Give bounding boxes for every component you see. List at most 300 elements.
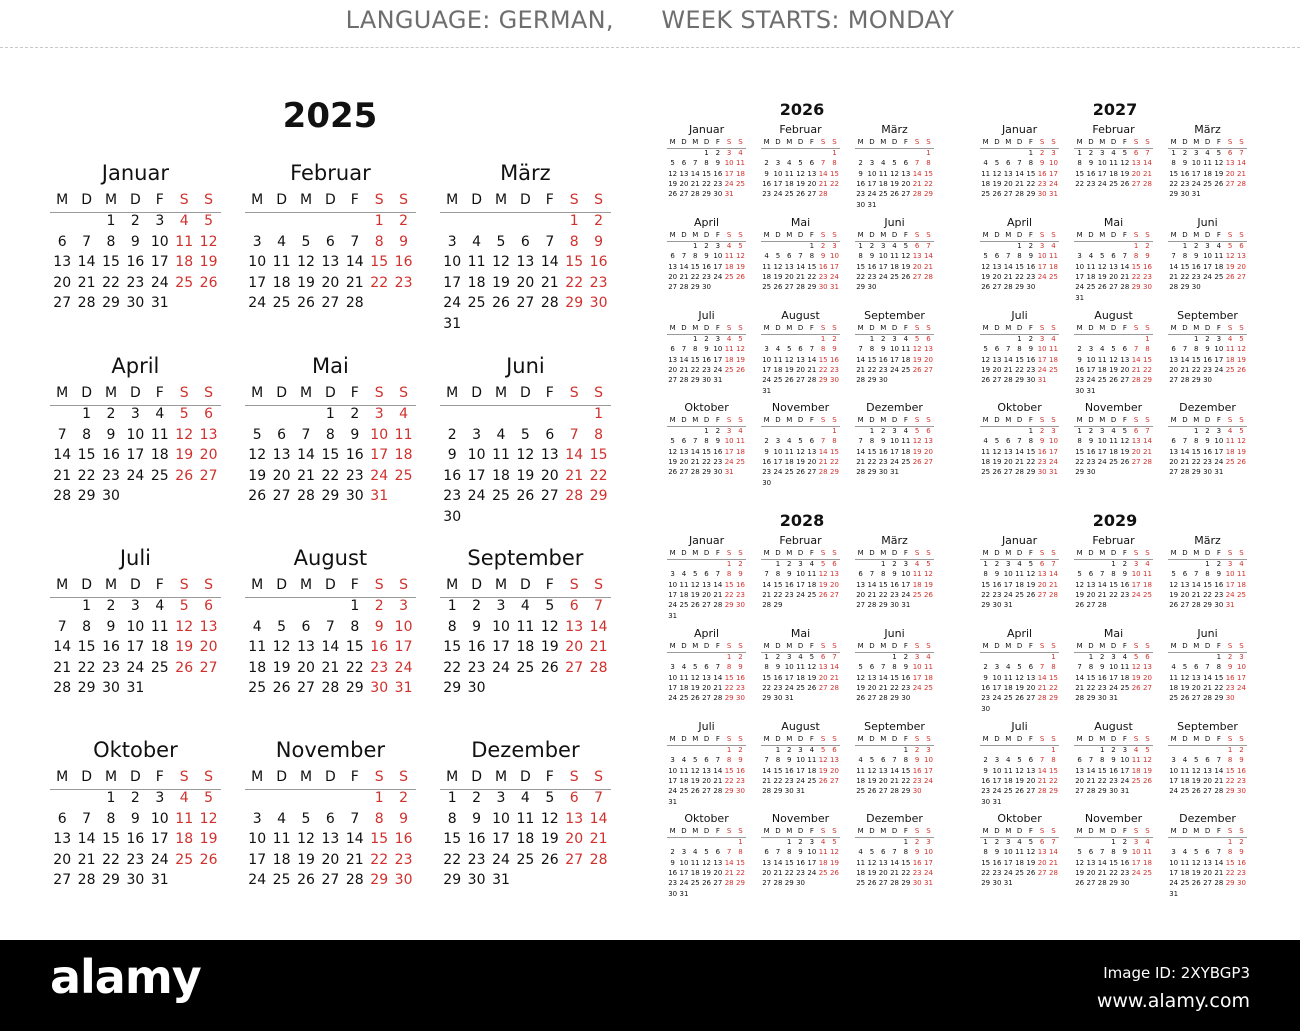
day-cell: 26	[867, 879, 877, 888]
day-cell: 10	[1120, 756, 1130, 765]
day-cell: 23	[829, 365, 839, 374]
day-cell: 29	[762, 694, 772, 703]
weekday-label: M	[786, 642, 793, 650]
weekday-header	[667, 826, 746, 836]
week-row	[1074, 590, 1153, 600]
day-cell: 5	[1239, 427, 1244, 435]
weekday-label: D	[519, 577, 531, 593]
week-row	[761, 766, 840, 776]
week-row	[245, 211, 416, 232]
day-cell: 15	[829, 169, 839, 178]
day-cell: 16	[796, 858, 805, 867]
day-cell: 19	[668, 179, 678, 188]
week-row	[761, 148, 840, 158]
day-cell: 27	[679, 190, 689, 199]
day-cell: 5	[787, 345, 792, 354]
day-cell: 19	[690, 590, 700, 599]
weekday-label: M	[1193, 642, 1200, 650]
weekday-label: S	[1227, 827, 1233, 835]
day-cell: 31	[1003, 879, 1013, 888]
day-cell: 28	[565, 488, 584, 504]
weekday-label: S	[914, 416, 920, 424]
weekday-label: M	[786, 231, 793, 239]
week-row	[855, 447, 934, 457]
day-cell: 3	[903, 560, 909, 568]
day-cell: 20	[1236, 262, 1246, 271]
day-cell: 6	[704, 663, 709, 672]
weekday-label: D	[994, 231, 1000, 239]
day-cell: 28	[829, 683, 839, 692]
day-cell: 16	[1120, 858, 1130, 867]
day-cell: 16	[713, 447, 723, 456]
day-cell: 22	[1026, 457, 1036, 466]
weekday-label: F	[903, 324, 908, 332]
month-name: Oktober	[684, 812, 729, 825]
day-cell: 1	[693, 242, 698, 250]
day-cell: 21	[1048, 580, 1058, 589]
day-cell: 29	[901, 879, 911, 888]
day-cell: 12	[702, 858, 711, 867]
weekday-label: M	[786, 549, 793, 557]
day-cell: 21	[713, 683, 723, 692]
day-cell: 21	[724, 868, 734, 877]
day-cell: 20	[540, 467, 559, 484]
weekday-header	[50, 383, 221, 404]
day-cell: 5	[914, 335, 920, 343]
day-cell: 19	[175, 447, 194, 463]
day-cell: 2	[869, 242, 875, 250]
weekday-label: S	[1039, 416, 1045, 424]
day-cell: 14	[890, 858, 899, 867]
day-cell: 13	[565, 618, 584, 635]
week-row	[980, 467, 1059, 477]
weekday-label: D	[519, 385, 531, 401]
weekday-label: S	[204, 577, 214, 593]
day-cell: 23	[1026, 365, 1036, 374]
day-cell: 2	[670, 848, 675, 857]
day-cell: 11	[796, 663, 805, 672]
day-cell: 25	[1097, 376, 1107, 385]
weekday-label: S	[1145, 827, 1150, 835]
day-cell: 18	[467, 274, 486, 291]
day-cell: 18	[1214, 262, 1224, 271]
day-cell: 16	[1120, 580, 1130, 589]
day-cell: 12	[540, 618, 559, 635]
day-cell: 23	[702, 272, 711, 281]
day-cell: 6	[204, 406, 214, 422]
day-cell: 28	[53, 488, 72, 504]
weekday-label: M	[1193, 549, 1200, 557]
day-cell: 24	[1225, 590, 1235, 599]
weekday-label: F	[1028, 231, 1033, 239]
day-cell: 24	[150, 274, 169, 291]
weekday-label: S	[399, 769, 409, 785]
day-cell: 29	[856, 283, 866, 292]
weekday-label: M	[669, 735, 676, 743]
day-cell: 2	[399, 213, 409, 229]
day-cell: 3	[1077, 252, 1082, 261]
day-cell: 30	[1203, 468, 1212, 477]
day-cell: 1	[983, 560, 988, 568]
weekday-label: M	[1076, 138, 1083, 146]
weekday-label: D	[703, 735, 710, 743]
weekday-header	[855, 415, 934, 425]
day-cell: 15	[807, 262, 817, 271]
day-cell: 24	[867, 190, 877, 199]
day-cell: 18	[901, 355, 911, 364]
day-cell: 14	[1037, 766, 1047, 775]
day-cell: 8	[374, 233, 384, 250]
day-cell: 21	[679, 365, 689, 374]
weekday-label: F	[1028, 735, 1033, 743]
day-cell: 5	[1171, 570, 1176, 579]
day-cell: 18	[272, 851, 291, 868]
day-cell: 21	[912, 179, 922, 188]
day-cell: 6	[832, 560, 837, 568]
day-cell: 16	[762, 457, 772, 466]
weekday-label: F	[903, 735, 908, 743]
weekday-label: D	[797, 827, 804, 835]
day-cell: 27	[702, 601, 711, 610]
day-cell: 22	[784, 868, 794, 877]
day-cell: 26	[912, 457, 922, 466]
day-cell: 3	[1006, 560, 1011, 568]
week-row	[855, 858, 934, 868]
day-cell: 20	[878, 868, 888, 877]
week-row	[980, 282, 1059, 292]
day-cell: 22	[1048, 776, 1058, 785]
weekday-label: D	[1088, 549, 1094, 557]
day-cell: 29	[981, 601, 991, 610]
weekday-label: M	[982, 735, 989, 743]
day-cell: 4	[1205, 149, 1210, 157]
day-cell: 7	[892, 848, 897, 857]
day-cell: 2	[1100, 653, 1105, 661]
day-cell: 29	[724, 694, 734, 703]
weekday-label: M	[1005, 735, 1012, 743]
day-cell: 27	[297, 680, 315, 696]
day-cell: 5	[1077, 570, 1082, 579]
day-cell: 14	[690, 447, 700, 456]
day-cell: 3	[1239, 653, 1244, 661]
day-cell: 4	[1088, 252, 1094, 261]
day-cell: 14	[867, 580, 877, 589]
day-cell: 8	[1227, 756, 1233, 765]
day-cell: 8	[892, 663, 897, 672]
weekday-label: S	[1051, 231, 1056, 239]
weekday-label: S	[738, 138, 743, 146]
week-row	[1074, 569, 1153, 579]
day-cell: 26	[540, 659, 559, 676]
alamy-logo: alamy	[50, 950, 201, 1004]
day-cell: 27	[762, 879, 772, 888]
week-row	[667, 673, 746, 683]
weekday-label: D	[703, 549, 710, 557]
weekday-label: S	[1239, 735, 1244, 743]
day-cell: 12	[1075, 580, 1085, 589]
weekday-header	[1074, 641, 1153, 651]
week-row	[1074, 755, 1153, 765]
weekday-label: D	[129, 192, 141, 208]
day-cell: 28	[1236, 179, 1246, 188]
day-cell: 8	[693, 345, 698, 354]
weekday-label: S	[832, 138, 837, 146]
day-cell: 10	[1236, 663, 1246, 672]
week-row	[761, 683, 840, 693]
day-cell: 13	[713, 858, 723, 867]
day-cell: 2	[903, 653, 909, 661]
day-cell: 15	[762, 673, 772, 682]
day-cell: 6	[569, 790, 579, 806]
day-cell: 19	[912, 447, 922, 456]
day-cell: 13	[679, 447, 689, 456]
month-name: Oktober	[684, 401, 729, 414]
day-cell: 2	[447, 426, 457, 443]
weekday-label: M	[1193, 735, 1200, 743]
week-row	[667, 837, 746, 847]
day-cell: 2	[914, 838, 920, 846]
day-cell: 16	[1097, 673, 1107, 682]
day-cell: 19	[492, 274, 510, 291]
day-cell: 28	[1037, 787, 1047, 796]
day-cell: 15	[724, 673, 734, 682]
day-cell: 7	[820, 437, 826, 446]
weekday-label: S	[832, 416, 837, 424]
day-cell: 5	[704, 848, 709, 857]
day-cell: 14	[856, 447, 866, 456]
day-cell: 25	[467, 295, 486, 311]
weekday-label: D	[129, 769, 141, 785]
day-cell: 25	[1214, 272, 1224, 281]
day-cell: 23	[1026, 272, 1036, 281]
day-cell: 16	[467, 831, 486, 847]
weekday-label: D	[276, 577, 287, 593]
day-cell: 10	[878, 252, 888, 261]
weekday-label: S	[1039, 231, 1045, 239]
day-cell: 17	[912, 673, 922, 682]
weekday-label: D	[276, 385, 287, 401]
weekday-label: F	[1122, 138, 1127, 146]
day-cell: 2	[858, 159, 863, 168]
weekday-label: S	[1145, 324, 1150, 332]
day-cell: 21	[713, 776, 723, 785]
weekday-label: S	[832, 231, 837, 239]
day-cell: 23	[589, 274, 608, 291]
day-cell: 17	[668, 683, 678, 692]
week-row	[667, 272, 746, 282]
day-cell: 3	[809, 838, 815, 846]
day-cell: 12	[1026, 570, 1036, 579]
weekday-label: S	[1133, 138, 1139, 146]
month-name: Januar	[688, 534, 725, 547]
day-cell: 11	[1003, 673, 1013, 682]
week-row	[440, 678, 611, 699]
week-row	[855, 375, 934, 385]
day-cell: 4	[1227, 427, 1233, 435]
weekday-label: F	[1122, 324, 1127, 332]
day-cell: 22	[1180, 272, 1190, 281]
day-cell: 22	[565, 274, 584, 291]
day-cell: 12	[690, 673, 700, 682]
day-cell: 6	[1133, 149, 1139, 157]
weekday-label: D	[1110, 324, 1117, 332]
weekday-label: M	[763, 735, 770, 743]
day-cell: 8	[1051, 756, 1056, 765]
day-cell: 26	[1120, 457, 1130, 466]
day-cell: 23	[784, 776, 794, 785]
day-cell: 23	[702, 365, 711, 374]
day-cell: 26	[1026, 590, 1036, 599]
day-cell: 14	[1048, 570, 1058, 579]
weekday-label: F	[715, 735, 720, 743]
day-cell: 6	[1039, 560, 1045, 568]
day-cell: 17	[901, 580, 911, 589]
day-cell: 9	[983, 766, 988, 775]
day-cell: 24	[370, 467, 389, 484]
weekday-header	[980, 230, 1059, 240]
day-cell: 5	[1017, 756, 1022, 765]
day-cell: 22	[724, 776, 734, 785]
day-cell: 27	[199, 659, 218, 676]
day-cell: 6	[1088, 848, 1094, 857]
weekday-label: D	[1110, 735, 1117, 743]
day-cell: 22	[1109, 590, 1118, 599]
weekday-label: F	[1122, 642, 1127, 650]
day-cell: 31	[668, 797, 678, 806]
day-cell: 22	[829, 457, 839, 466]
day-cell: 25	[735, 457, 745, 466]
day-cell: 2	[1205, 427, 1210, 435]
day-cell: 15	[1203, 580, 1212, 589]
day-cell: 29	[1015, 283, 1024, 292]
weekday-label: S	[1227, 324, 1233, 332]
weekday-label: D	[1110, 827, 1117, 835]
day-cell: 16	[345, 447, 364, 463]
day-cell: 26	[784, 376, 794, 385]
day-cell: 16	[102, 447, 120, 463]
day-cell: 10	[248, 831, 267, 847]
weekday-header	[667, 641, 746, 651]
day-cell: 6	[1006, 159, 1011, 168]
weekday-label: M	[299, 385, 313, 401]
weekday-label: M	[1076, 642, 1083, 650]
day-cell: 29	[589, 488, 608, 504]
weekday-label: S	[914, 827, 920, 835]
day-cell: 3	[1100, 427, 1105, 435]
week-row	[980, 457, 1059, 467]
month-name: Juli	[119, 546, 151, 570]
week-row	[855, 652, 934, 662]
day-cell: 3	[1039, 242, 1045, 250]
day-cell: 8	[1077, 159, 1082, 168]
weekday-label: F	[1122, 231, 1127, 239]
week-row	[1074, 673, 1153, 683]
week-row	[1168, 158, 1247, 168]
day-cell: 22	[818, 365, 828, 374]
day-cell: 20	[867, 683, 877, 692]
week-row	[1168, 282, 1247, 292]
weekday-label: M	[104, 769, 118, 785]
day-cell: 27	[1086, 879, 1096, 888]
day-cell: 23	[784, 590, 794, 599]
day-cell: 8	[983, 848, 988, 857]
day-cell: 3	[715, 242, 721, 250]
weekday-label: S	[374, 577, 384, 593]
day-cell: 18	[272, 274, 291, 291]
week-row	[667, 745, 746, 755]
day-cell: 7	[1205, 663, 1210, 672]
day-cell: 28	[807, 376, 817, 385]
day-cell: 18	[175, 254, 194, 270]
day-cell: 15	[1086, 673, 1096, 682]
day-cell: 27	[901, 190, 911, 199]
day-cell: 14	[829, 663, 839, 672]
day-cell: 27	[1086, 601, 1096, 610]
day-cell: 13	[878, 858, 888, 867]
day-cell: 22	[1191, 365, 1201, 374]
day-cell: 16	[713, 169, 723, 178]
day-cell: 31	[1120, 787, 1130, 796]
day-cell: 20	[321, 851, 340, 868]
weekday-label: S	[832, 549, 837, 557]
day-cell: 14	[818, 447, 828, 456]
day-cell: 24	[912, 683, 922, 692]
day-cell: 10	[1075, 262, 1085, 271]
day-cell: 6	[277, 426, 287, 443]
day-cell: 29	[102, 872, 120, 888]
day-cell: 7	[693, 437, 698, 446]
day-cell: 19	[784, 365, 794, 374]
day-cell: 20	[1026, 683, 1036, 692]
week-row	[50, 870, 221, 891]
weekday-header	[980, 641, 1059, 651]
day-cell: 18	[773, 365, 783, 374]
weekday-header	[1168, 734, 1247, 744]
day-cell: 26	[516, 488, 535, 504]
weekday-label: S	[726, 324, 732, 332]
week-row	[980, 797, 1059, 807]
day-cell: 12	[297, 254, 315, 270]
day-cell: 19	[690, 776, 700, 785]
day-cell: 1	[892, 653, 897, 661]
day-cell: 11	[150, 426, 169, 443]
day-cell: 17	[923, 858, 933, 867]
day-cell: 20	[1169, 457, 1179, 466]
weekday-label: M	[857, 231, 864, 239]
day-cell: 29	[702, 190, 711, 199]
day-cell: 1	[1028, 427, 1034, 435]
day-cell: 17	[724, 447, 734, 456]
day-cell: 31	[668, 611, 678, 620]
day-cell: 14	[345, 254, 364, 270]
week-row	[761, 755, 840, 765]
week-row	[980, 426, 1059, 436]
day-cell: 4	[983, 437, 988, 446]
day-cell: 20	[321, 274, 340, 291]
weekday-label: M	[446, 577, 459, 593]
day-cell: 14	[713, 580, 723, 589]
day-cell: 7	[1006, 252, 1011, 261]
month-name: Dezember	[1179, 812, 1236, 825]
day-cell: 19	[1131, 673, 1141, 682]
day-cell: 24	[1214, 365, 1224, 374]
day-cell: 15	[1109, 580, 1118, 589]
day-cell: 29	[878, 601, 888, 610]
week-row	[761, 447, 840, 457]
day-cell: 9	[704, 252, 709, 261]
day-cell: 13	[272, 447, 291, 463]
day-cell: 13	[321, 831, 340, 847]
